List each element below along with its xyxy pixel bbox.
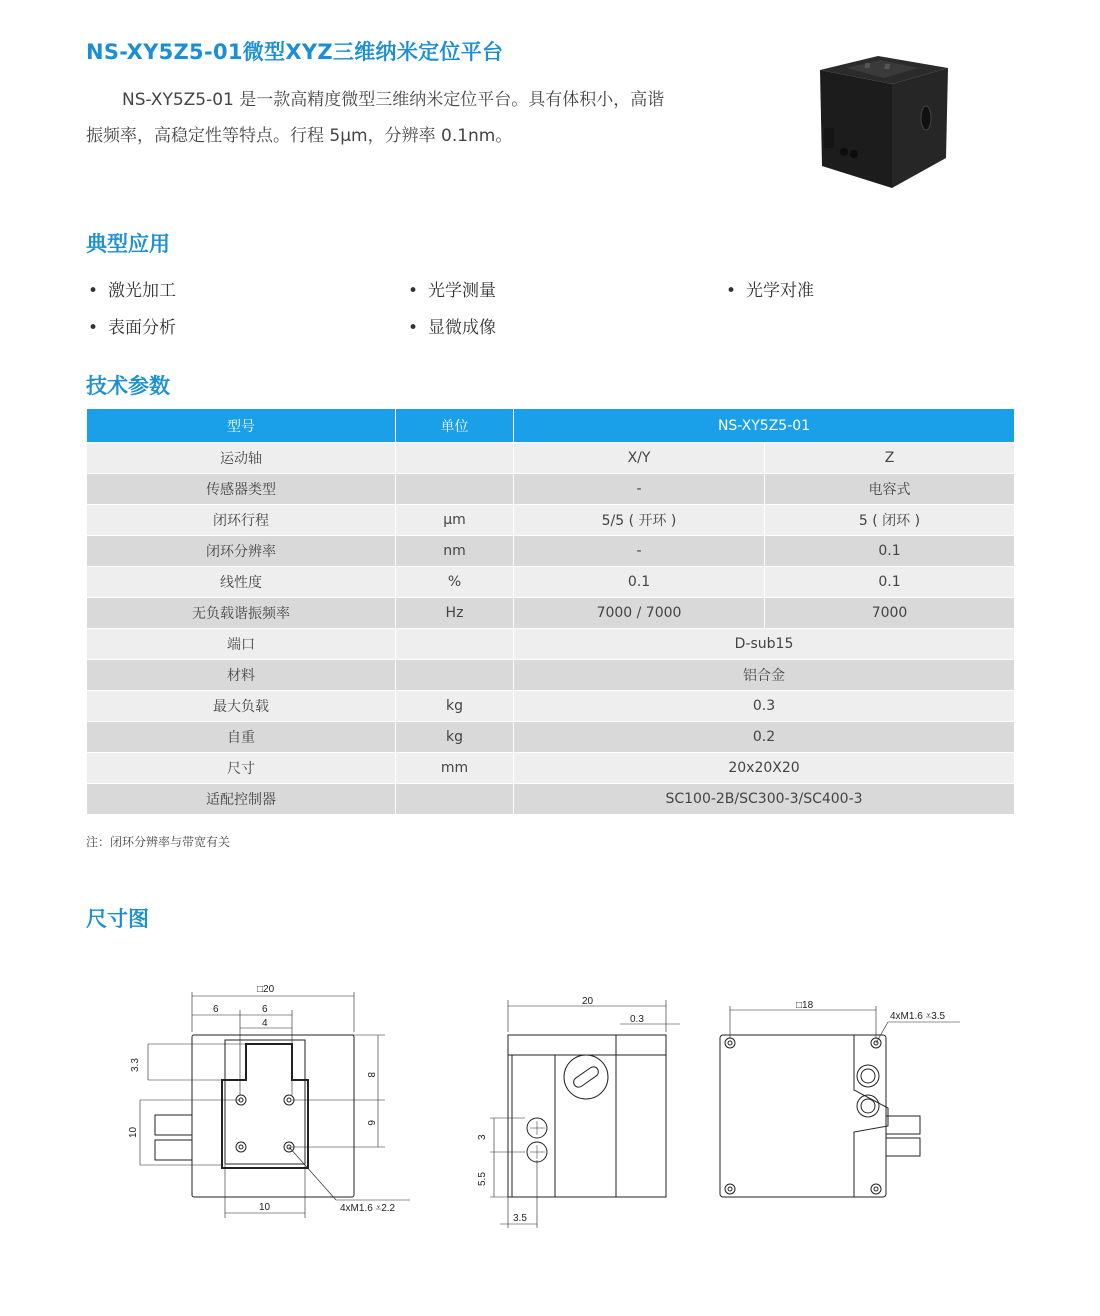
dim-front-bottom-10: 10 — [259, 1202, 271, 1213]
row-value: 20x20X20 — [514, 753, 1015, 784]
row-unit: nm — [396, 536, 514, 567]
list-item: • 激光加工 — [88, 276, 176, 301]
row-xy: 7000 / 7000 — [514, 598, 765, 629]
row-xy: - — [514, 536, 765, 567]
dim-front-3-3: 3.3 — [130, 1058, 141, 1072]
dim-side-3: 3 — [477, 1134, 488, 1140]
product-photo — [808, 48, 968, 198]
row-unit: Hz — [396, 598, 514, 629]
row-name: 无负载谐振频率 — [87, 598, 396, 629]
section-applications: 典型应用 — [86, 232, 170, 256]
table-row — [87, 567, 1015, 598]
row-name: 材料 — [87, 660, 396, 691]
row-name: 端口 — [87, 629, 396, 660]
list-item: • 显微成像 — [408, 313, 496, 338]
row-value: 0.3 — [514, 691, 1015, 722]
row-unit — [396, 660, 514, 691]
table-row — [87, 753, 1015, 784]
list-item: • 光学测量 — [408, 276, 496, 301]
table-row — [87, 784, 1015, 815]
row-unit: μm — [396, 505, 514, 536]
dim-side-3-5: 3.5 — [513, 1213, 527, 1224]
dim-front-10: 10 — [128, 1126, 139, 1138]
row-unit — [396, 443, 514, 474]
table-row — [87, 474, 1015, 505]
dim-front-thread: 4xM1.6 ⩡2.2 — [340, 1203, 396, 1214]
table-row — [87, 536, 1015, 567]
row-name: 闭环行程 — [87, 505, 396, 536]
table-row — [87, 722, 1015, 753]
row-xy: 0.1 — [514, 567, 765, 598]
row-z: Z — [765, 443, 1015, 474]
table-row — [87, 505, 1015, 536]
list-item: • 光学对准 — [726, 276, 814, 301]
row-unit — [396, 474, 514, 505]
list-item: • 表面分析 — [88, 313, 176, 338]
dimension-drawing — [0, 960, 1100, 1260]
row-name: 闭环分辨率 — [87, 536, 396, 567]
dim-front-6a: 6 — [213, 1004, 219, 1015]
dim-top-18: □18 — [796, 1000, 814, 1011]
table-row — [87, 660, 1015, 691]
row-value: 铝合金 — [514, 660, 1015, 691]
row-z: 0.1 — [765, 536, 1015, 567]
row-value: 0.2 — [514, 722, 1015, 753]
table-row — [87, 598, 1015, 629]
front-view — [140, 992, 410, 1218]
section-dimensions: 尺寸图 — [86, 907, 149, 931]
row-value: SC100-2B/SC300-3/SC400-3 — [514, 784, 1015, 815]
row-xy: - — [514, 474, 765, 505]
row-z: 0.1 — [765, 567, 1015, 598]
row-unit — [396, 629, 514, 660]
row-name: 尺寸 — [87, 753, 396, 784]
row-unit: mm — [396, 753, 514, 784]
row-z: 5 ( 闭环 ) — [765, 505, 1015, 536]
top-view — [720, 1006, 960, 1197]
row-unit: kg — [396, 691, 514, 722]
row-unit: % — [396, 567, 514, 598]
header-unit: 单位 — [396, 409, 514, 443]
row-name: 最大负载 — [87, 691, 396, 722]
row-name: 运动轴 — [87, 443, 396, 474]
dim-front-4: 4 — [262, 1018, 268, 1029]
dim-front-8: 8 — [365, 1072, 376, 1078]
row-value: D-sub15 — [514, 629, 1015, 660]
section-parameters: 技术参数 — [86, 374, 170, 398]
table-row — [87, 691, 1015, 722]
row-name: 传感器类型 — [87, 474, 396, 505]
row-unit: kg — [396, 722, 514, 753]
row-xy: 5/5 ( 开环 ) — [514, 505, 765, 536]
intro-line-1: NS-XY5Z5-01 是一款高精度微型三维纳米定位平台。具有体积小，高谐 — [122, 90, 665, 110]
dim-side-5-5: 5.5 — [477, 1172, 488, 1186]
side-view — [490, 1000, 680, 1228]
row-name: 线性度 — [87, 567, 396, 598]
dim-front-overall: □20 — [257, 984, 275, 995]
row-name: 自重 — [87, 722, 396, 753]
product-intro — [86, 82, 736, 154]
header-model: 型号 — [87, 409, 396, 443]
row-xy: X/Y — [514, 443, 765, 474]
dim-front-6: 6 — [365, 1120, 376, 1126]
table-row — [87, 629, 1015, 660]
row-z: 7000 — [765, 598, 1015, 629]
table-header-row — [87, 409, 1015, 443]
dim-side-20: 20 — [582, 996, 594, 1007]
spec-table — [86, 408, 1015, 815]
page-title: NS-XY5Z5-01微型XYZ三维纳米定位平台 — [86, 40, 504, 64]
row-unit — [396, 784, 514, 815]
table-note: 注：闭环分辨率与带宽有关 — [86, 835, 231, 849]
row-name: 适配控制器 — [87, 784, 396, 815]
row-z: 电容式 — [765, 474, 1015, 505]
header-product: NS-XY5Z5-01 — [514, 409, 1015, 443]
dim-side-0-3: 0.3 — [630, 1014, 644, 1025]
dim-front-6b: 6 — [262, 1004, 268, 1015]
intro-line-2: 振频率，高稳定性等特点。行程 5μm，分辨率 0.1nm。 — [86, 126, 513, 146]
table-row — [87, 443, 1015, 474]
dim-top-thread: 4xM1.6 ⩡3.5 — [890, 1011, 946, 1022]
